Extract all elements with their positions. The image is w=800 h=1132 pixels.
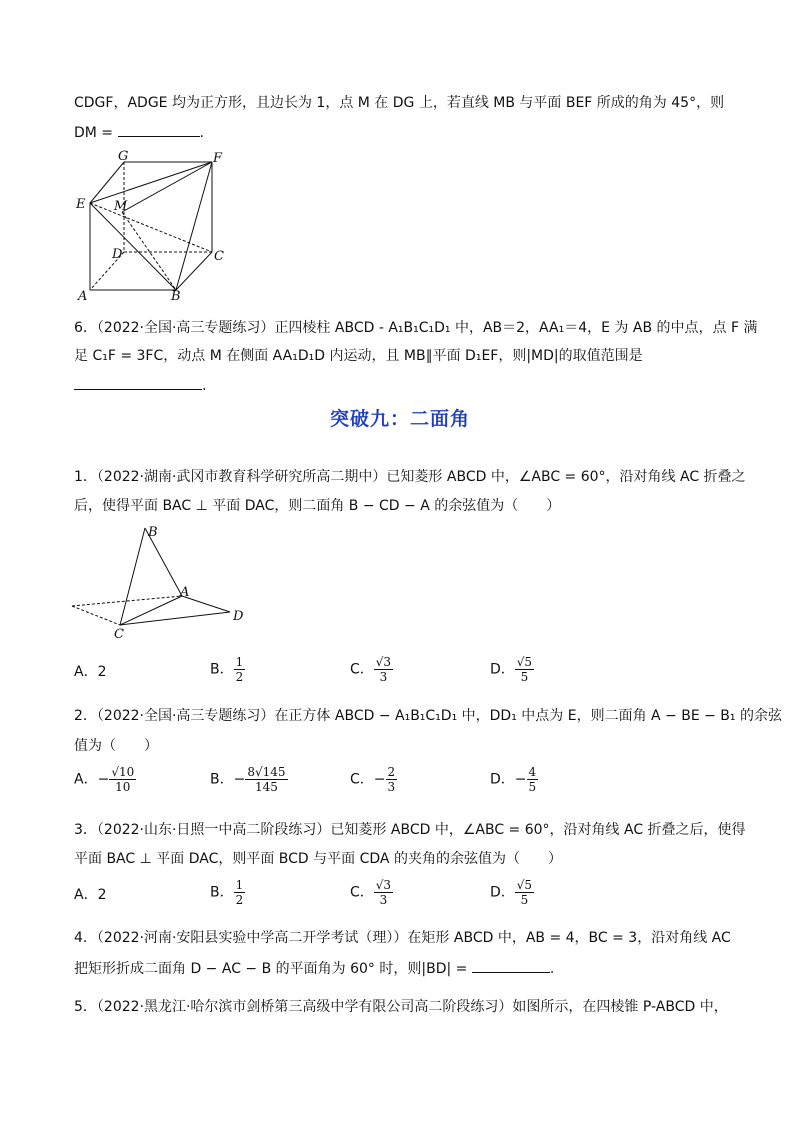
figure-folded-rhombus (70, 520, 260, 645)
label-c: C (214, 249, 224, 264)
figure-cube (74, 148, 244, 303)
option-c[interactable]: C．− $\frac{2}{3}$ (350, 765, 396, 794)
label-m: M (114, 199, 128, 214)
section-title: 突破九：二面角 (329, 408, 470, 430)
option-b[interactable]: B． $\frac{1}{2}$ (210, 655, 244, 684)
q3-line-1: 3．（2022·山东·日照一中高二阶段练习）已知菱形 ABCD 中，∠ABC = 60°，沿对角线 AC 折叠之后，使得 (74, 822, 746, 838)
option-b[interactable]: B． $\frac{1}{2}$ (210, 878, 244, 907)
answer-blank (118, 122, 200, 137)
q2-line-2: 值为（ ） (74, 738, 158, 754)
q6-line-3: . (74, 375, 206, 396)
q1-line-2: 后，使得平面 BAC ⊥ 平面 DAC，则二面角 B − CD − A 的余弦值为（ ） (74, 498, 561, 514)
answer-line: DM = . (74, 122, 204, 143)
label-g: G (118, 149, 129, 164)
label-b: B (148, 525, 158, 540)
option-c[interactable]: C． $\frac{√3}{3}$ (350, 655, 392, 684)
option-a[interactable]: A．2 (74, 664, 107, 680)
q6-line-1: 6．（2022·全国·高三专题练习）正四棱柱 ABCD - A₁B₁C₁D₁ 中，AB＝2，AA₁＝4，E 为 AB 的中点，点 F 满 (74, 320, 758, 336)
label-f: F (213, 151, 223, 166)
option-d[interactable]: D．− $\frac{4}{5}$ (490, 765, 537, 794)
answer-blank (74, 375, 202, 390)
option-d[interactable]: D． $\frac{√5}{5}$ (490, 655, 533, 684)
option-a[interactable]: A．2 (74, 887, 107, 903)
q1-line-1: 1．（2022·湖南·武冈市教育科学研究所高二期中）已知菱形 ABCD 中，∠ABC = 60°，沿对角线 AC 折叠之 (74, 469, 746, 485)
option-a[interactable]: A．− $\frac{√10}{10}$ (74, 765, 135, 794)
q4-line-1: 4．（2022·河南·安阳县实验中学高二开学考试（理））在矩形 ABCD 中，AB = 4，BC = 3，沿对角线 AC (74, 930, 731, 946)
q4-line-2: 把矩形折成二面角 D − AC − B 的平面角为 60° 时，则|BD| = . (74, 958, 554, 979)
label-d: D (233, 609, 244, 624)
q5-line-1: 5．（2022·黑龙江·哈尔滨市剑桥第三高级中学有限公司高二阶段练习）如图所示，在四棱锥 P-ABCD 中， (74, 999, 728, 1015)
option-c[interactable]: C． $\frac{√3}{3}$ (350, 878, 392, 907)
q3-line-2: 平面 BAC ⊥ 平面 DAC，则平面 BCD 与平面 CDA 的夹角的余弦值为（ ） (74, 851, 562, 867)
label-b: B (171, 289, 181, 303)
label-a: A (180, 585, 190, 600)
label-e: E (76, 197, 86, 212)
label-a: A (78, 289, 88, 303)
problem-text-line: CDGF，ADGE 均为正方形，且边长为 1，点 M 在 DG 上，若直线 MB 与平面 BEF 所成的角为 45°，则 (74, 95, 725, 111)
q2-line-1: 2．（2022·全国·高三专题练习）在正方体 ABCD − A₁B₁C₁D₁ 中，DD₁ 中点为 E，则二面角 A − BE − B₁ 的余弦 (74, 708, 782, 724)
label-d: D (112, 247, 123, 262)
option-d[interactable]: D． $\frac{√5}{5}$ (490, 878, 533, 907)
answer-blank (472, 958, 550, 973)
q6-line-2: 足 C₁F = 3FC，动点 M 在侧面 AA₁D₁D 内运动，且 MB∥平面 D₁EF，则|MD|的取值范围是 (74, 348, 643, 364)
option-b[interactable]: B．− $\frac{8√145}{145}$ (210, 765, 286, 794)
label-c: C (114, 627, 124, 642)
